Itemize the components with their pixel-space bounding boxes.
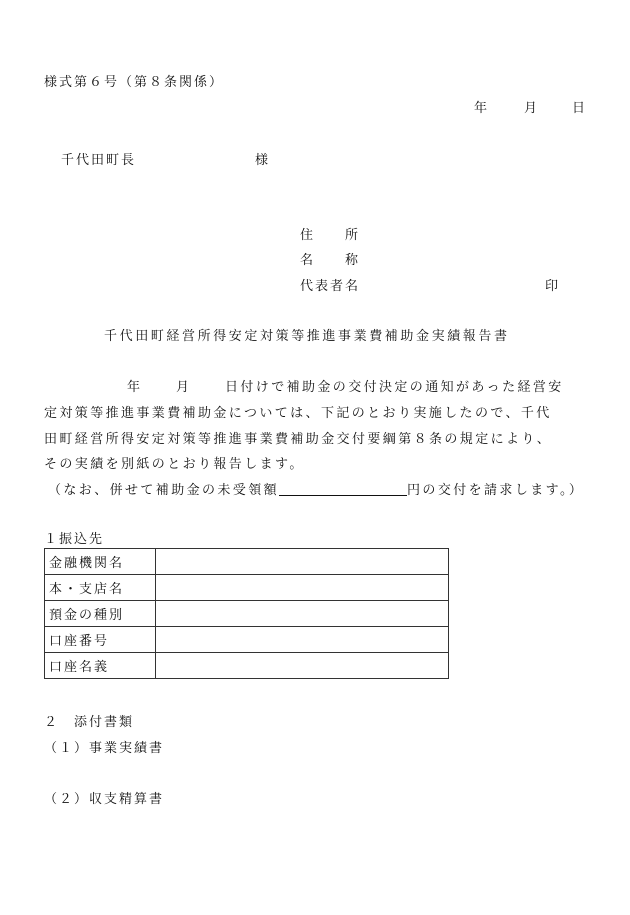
date-month-label: 月 [524, 101, 540, 116]
branch-name-label: 本・支店名 [45, 575, 156, 601]
deposit-type-value [156, 601, 449, 627]
attachment-item-1: （１）事業実績書 [44, 741, 165, 756]
account-number-label: 口座番号 [45, 627, 156, 653]
table-row [45, 575, 449, 601]
document-title: 千代田町経営所得安定対策等推進事業費補助金実績報告書 [104, 329, 510, 344]
body-line-2: 定対策等推進事業費補助金については、下記のとおり実施したので、千代 [44, 406, 552, 421]
applicant-address-label: 住 所 [300, 228, 361, 243]
account-holder-value [156, 653, 449, 679]
request-note [48, 479, 584, 498]
recipient-honorific: 様 [255, 153, 271, 168]
request-note-prefix: （なお、併せて補助金の未受領額 [48, 483, 280, 498]
account-holder-label: 口座名義 [45, 653, 156, 679]
request-note-suffix: 円の交付を請求します。） [407, 483, 585, 498]
recipient-name: 千代田町長 [61, 153, 137, 168]
table-row [45, 653, 449, 679]
account-number-value [156, 627, 449, 653]
table-row [45, 627, 449, 653]
applicant-name-label: 名 称 [300, 253, 361, 268]
applicant-representative-label: 代表者名 [300, 279, 361, 294]
date-day-label: 日 [572, 101, 588, 116]
body-date-year: 年 [127, 380, 143, 395]
form-number: 様式第６号（第８条関係） [44, 75, 225, 90]
deposit-type-label: 預金の種別 [45, 601, 156, 627]
table-row [45, 601, 449, 627]
body-line-4: その実績を別紙のとおり報告します。 [44, 457, 305, 472]
section-1-heading: １振込先 [44, 532, 105, 547]
seal-mark: 印 [545, 279, 561, 294]
table-row [45, 549, 449, 575]
body-line-3: 田町経営所得安定対策等推進事業費補助金交付要綱第８条の規定により、 [44, 432, 553, 447]
attachment-item-2: （２）収支精算書 [44, 792, 165, 807]
section-2-heading: ２ 添付書類 [44, 715, 135, 730]
body-line-1: 日付けで補助金の交付決定の通知があった経営安 [225, 380, 564, 395]
branch-name-value [156, 575, 449, 601]
date-year-label: 年 [474, 101, 490, 116]
bank-transfer-table [44, 548, 449, 679]
unreceived-amount-blank [279, 481, 407, 496]
body-date-month: 月 [176, 380, 192, 395]
bank-name-label: 金融機関名 [45, 549, 156, 575]
bank-name-value [156, 549, 449, 575]
